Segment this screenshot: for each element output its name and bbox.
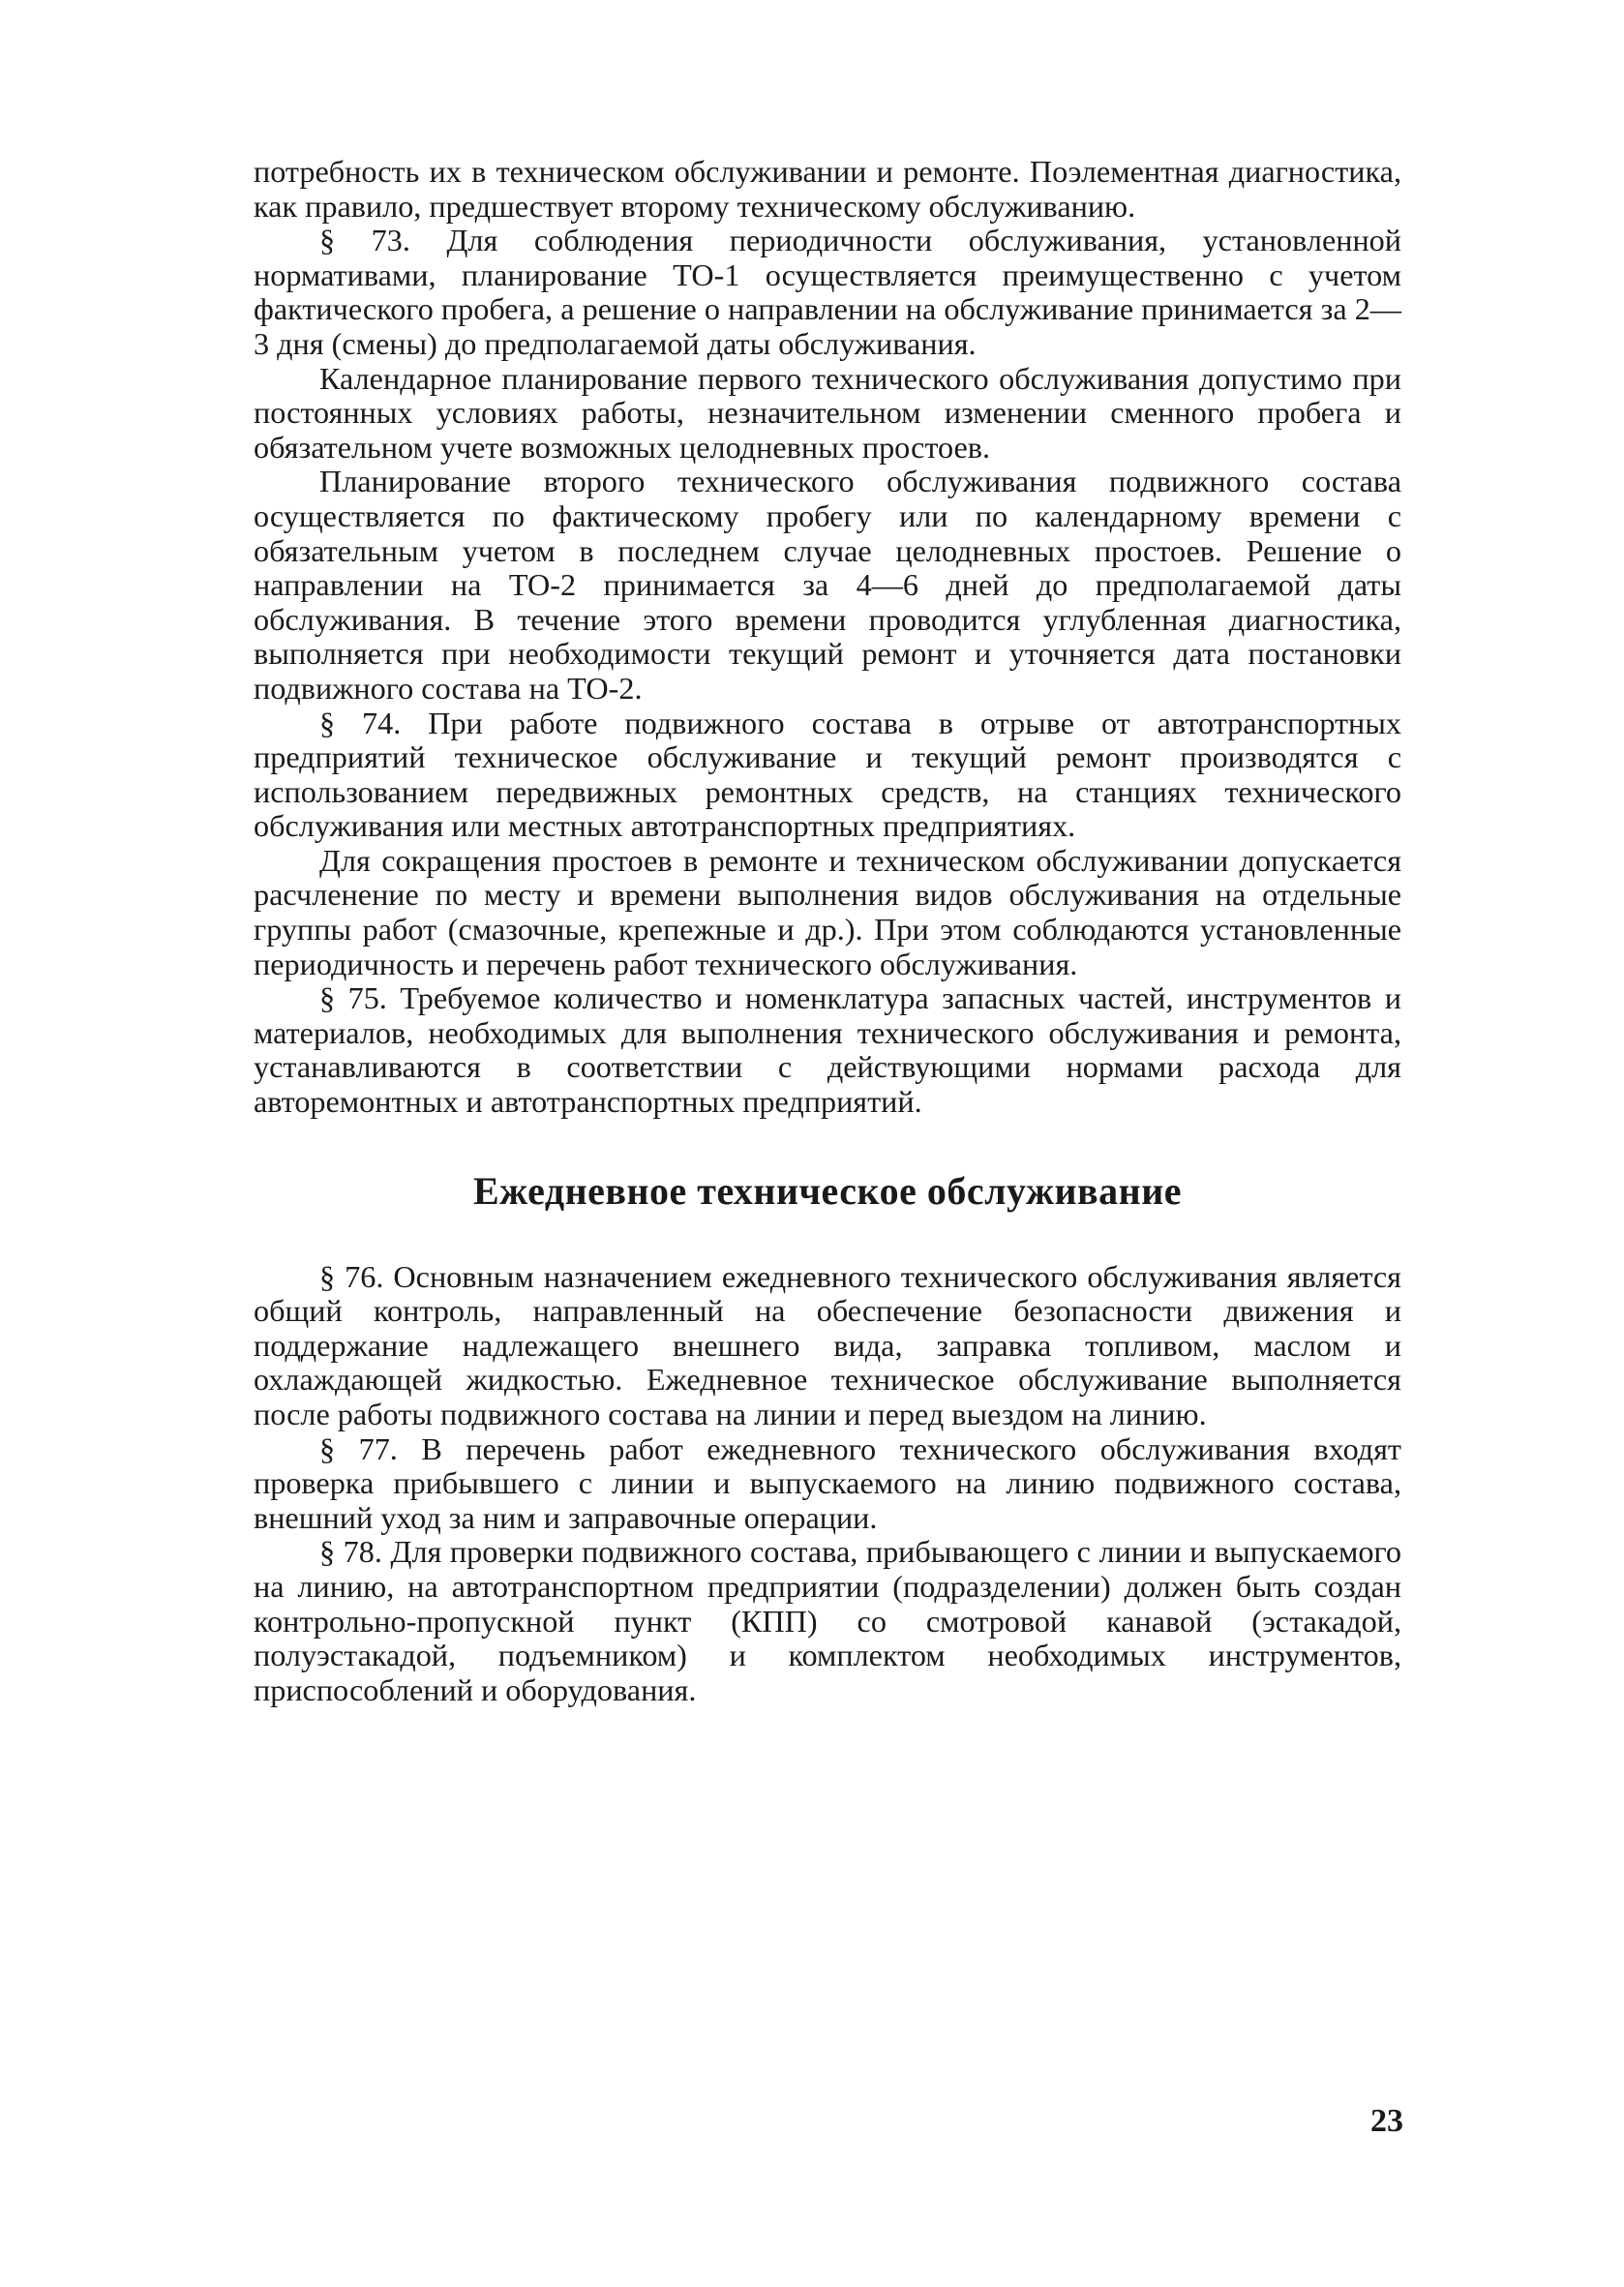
page-body [254, 155, 1401, 2187]
paragraph-75: § 75. Требуемое количество и номенклатура запасных частей, инструментов и материалов, необходимых для выполнения технического обслуживания и ремонта, устанавливаются в соответствии с действующими нормами расхода для авторемонтных и автотранспортных предприятий. [254, 980, 1401, 1120]
paragraph-73: § 73. Для соблюдения периодичности обслуживания, установленной нормативами, планирование ТО-1 осуществляется преимущественно с учетом фактического пробега, а решение о направлении на обслуживание принимается за 2—3 дня (смены) до предполагаемой даты обслуживания. [254, 223, 1401, 361]
paragraph-continuation: потребность их в техническом обслуживании и ремонте. Поэлементная диагностика, как правило, предшествует второму техническому обслуживанию. [254, 154, 1401, 224]
page-number: 23 [1370, 2103, 1403, 2139]
paragraph-74: § 74. При работе подвижного состава в отрыве от автотранспортных предприятий техническое обслуживание и текущий ремонт производятся с использованием передвижных ремонтных средств, на станциях технического обслуживания или местных автотранспортных предприятиях. [254, 705, 1401, 844]
paragraph-73-to2: Планирование второго технического обслуживания подвижного состава осуществляется по фактическому пробегу или по календарному времени с обязательным учетом в последнем случае целодневных простоев. Решение о направлении на ТО-2 принимается за 4—6 дней до предполагаемой даты обслуживания. В течение этого времени проводится углубленная диагностика, выполняется при необходимости текущий ремонт и уточняется дата постановки подвижного состава на ТО-2. [254, 464, 1401, 706]
section-heading: Ежедневное техническое обслуживание [472, 1168, 1182, 1213]
paragraph-77: § 77. В перечень работ ежедневного технического обслуживания входят проверка прибывшего с линии и выпускаемого на линию подвижного состава, внешний уход за ним и заправочные операции. [254, 1430, 1401, 1535]
paragraph-73-calendar: Календарное планирование первого технического обслуживания допустимо при постоянных условиях работы, незначительном изменении сменного пробега и обязательном учете возможных целодневных простоев. [254, 360, 1401, 465]
paragraph-76: § 76. Основным назначением ежедневного технического обслуживания является общий контроль, направленный на обеспечение безопасности движения и поддержание надлежащего внешнего вида, заправка топливом, маслом и охлаждающей жидкостью. Ежедневное техническое обслуживание выполняется после работы подвижного состава на линии и перед выездом на линию. [254, 1258, 1401, 1431]
paragraph-78: § 78. Для проверки подвижного состава, прибывающего с линии и выпускаемого на линию, на автотранспортном предприятии (подразделении) должен быть создан контрольно-пропускной пункт (КПП) со смотровой канавой (эстакадой, полуэстакадой, подъемником) и комплектом необходимых инструментов, приспособлений и оборудования. [254, 1534, 1401, 1707]
paragraph-74-reduce: Для сокращения простоев в ремонте и техническом обслуживании допускается расчленение по месту и времени выполнения видов обслуживания на отдельные группы работ (смазочные, крепежные и др.). При этом соблюдаются установленные периодичность и перечень работ технического обслуживания. [254, 842, 1401, 981]
